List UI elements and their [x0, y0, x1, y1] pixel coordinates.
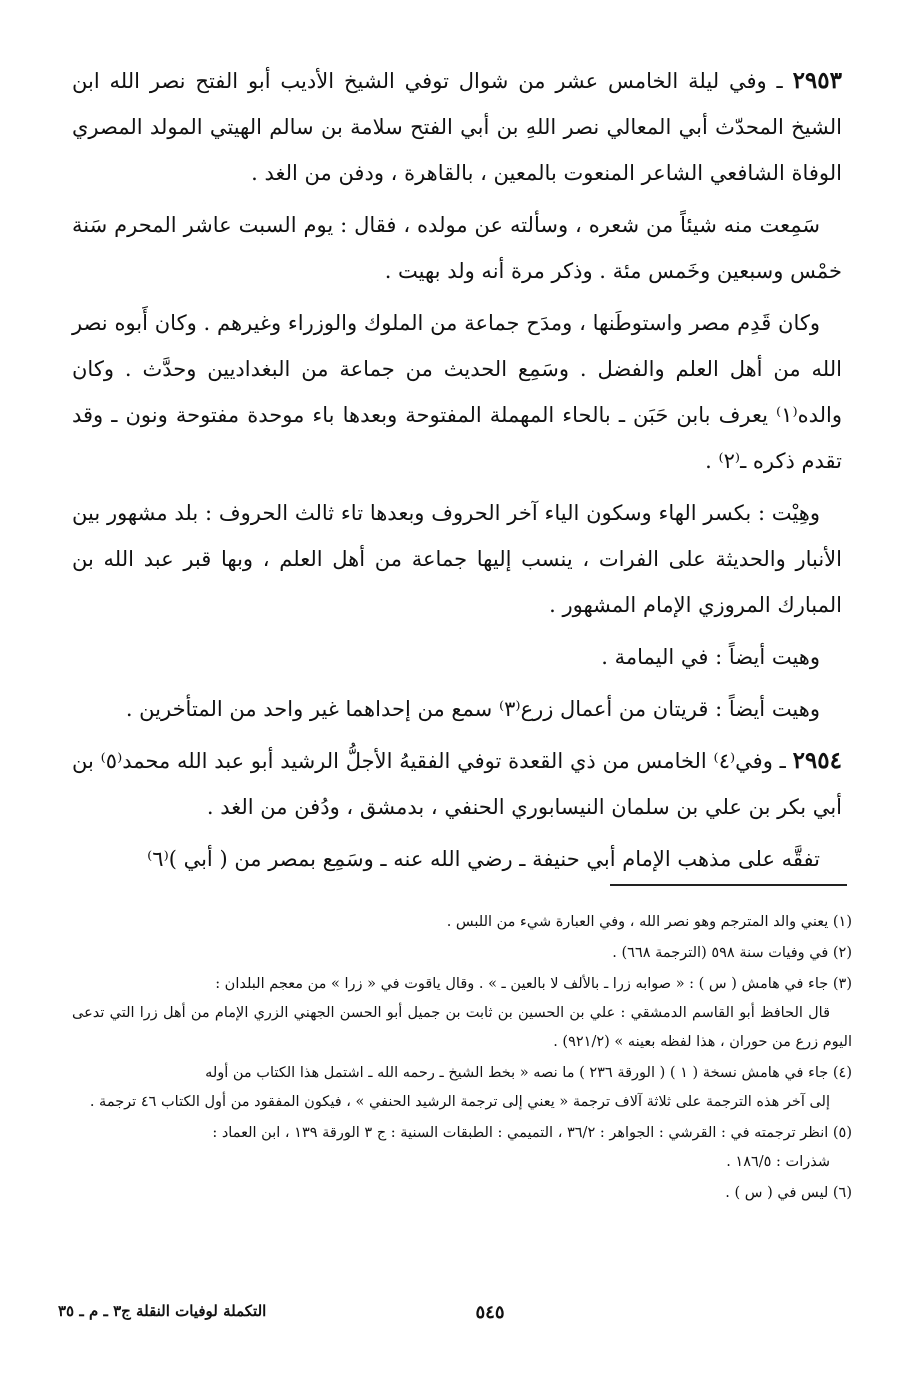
entry-text: ـ وفي ليلة الخامس عشر من شوال توفي الشيخ الأديب أبو الفتح نصر الله ابن الشيخ المحدّث أبي المعالي نصر اللهِ بن أبي الفتح سلامة بن سالم الهيتي المولد المصري الوفاة الشافعي الشاعر المنعوت بالمعين ، بالقاهرة ، ودفن من الغد . [72, 69, 842, 185]
footnote-divider [610, 884, 847, 886]
paragraph: وكان قَدِم مصر واستوطَنها ، ومدَح جماعة من الملوك والوزراء وغيرهم . وكان أَبوه نصر الله من أهل العلم والفضل . وسَمِع الحديث من جماعة من البغداديين وحدَّث . وكان والده⁽١⁾ يعرف بابن حَبَن ـ بالحاء المهملة المفتوحة وبعدها باء موحدة مفتوحة ونون ـ وقد تقدم ذكره ـ⁽٢⁾ . [72, 311, 842, 473]
footnote-5-line: (٥) انظر ترجمته في : القرشي : الجواهر : ٣٦/٢ ، التميمي : الطبقات السنية : ج ٣ الورقة ١٣٩ ، ابن العماد : [212, 1125, 852, 1141]
page-footer [40, 1302, 863, 1332]
entry-2953 [72, 58, 842, 196]
footnote-4-continuation: إلى آخر هذه الترجمة على ثلاثة آلاف ترجمة « يعني إلى ترجمة الرشيد الحنفي » ، فيكون المفقود من أول الكتاب ٤٦ ترجمة . [89, 1094, 830, 1110]
entry-number: ٢٩٥٣ [792, 67, 842, 94]
footnote-1: (١) يعني والد المترجم وهو نصر الله ، وفي العبارة شيء من اللبس . [446, 914, 852, 930]
book-signature: التكملة لوفيات النقلة ج٣ ـ م ـ ٣٥ [58, 1302, 267, 1320]
entry-text: ـ وفي⁽٤⁾ الخامس من ذي القعدة توفي الفقيهُ الأجلُّ الرشيد أبو عبد الله محمد⁽٥⁾ بن أبي بكر بن علي بن سلمان النيسابوري الحنفي ، بدمشق ، ودُفن من الغد . [72, 749, 842, 819]
footnote-3-continuation: قال الحافظ أبو القاسم الدمشقي : علي بن الحسين بن ثابت بن جميل أبو الحسن الجهني الزري الإمام من أهل زرا التي تدعى اليوم زرع من حوران ، هذا لفظه بعينه » (٩٢١/٢) . [72, 1005, 852, 1050]
page-number: ٥٤٥ [475, 1302, 505, 1323]
main-text [72, 58, 842, 888]
footnote-5 [72, 1119, 852, 1177]
footnote-5-continuation: شذرات : ١٨٦/٥ . [726, 1154, 830, 1170]
footnote-3 [72, 970, 852, 1057]
paragraph: وهيت أيضاً : قريتان من أعمال زرع⁽٣⁾ سمع من إحداهما غير واحد من المتأخرين . [125, 697, 820, 721]
footnotes [72, 908, 852, 1210]
paragraph: تفقَّه على مذهب الإمام أبي حنيفة ـ رضي الله عنه ـ وسَمِع بمصر من ( أبي )⁽٦⁾ [147, 847, 820, 871]
entry-2954 [72, 738, 842, 830]
paragraph: سَمِعت منه شيئاً من شعره ، وسألته عن مولده ، فقال : يوم السبت عاشر المحرم سَنة خمْس وسبعين وخَمس مئة . وذكر مرة أنه ولد بهيت . [72, 213, 842, 283]
footnote-2: (٢) في وفيات سنة ٥٩٨ (الترجمة ٦٦٨) . [612, 945, 852, 961]
footnote-6: (٦) ليس في ( س ) . [725, 1185, 852, 1201]
paragraph: وهِيْت : بكسر الهاء وسكون الياء آخر الحروف وبعدها تاء ثالث الحروف : بلد مشهور بين الأنبار والحديثة على الفرات ، ينسب إليها جماعة من أهل العلم ، وبها قبر عبد الله بن المبارك المروزي الإمام المشهور . [72, 501, 842, 617]
paragraph: وهيت أيضاً : في اليمامة . [601, 645, 820, 669]
footnote-3-line: (٣) جاء في هامش ( س ) : « صوابه زرا ـ بالألف لا بالعين ـ » . وقال ياقوت في « زرا » من معجم البلدان : [215, 976, 852, 992]
entry-number: ٢٩٥٤ [792, 747, 842, 774]
footnote-4-line: (٤) جاء في هامش نسخة ( ١ ) ( الورقة ٢٣٦ ) ما نصه « بخط الشيخ ـ رحمه الله ـ اشتمل هذا الكتاب من أوله [205, 1065, 852, 1081]
footnote-4 [72, 1059, 852, 1117]
